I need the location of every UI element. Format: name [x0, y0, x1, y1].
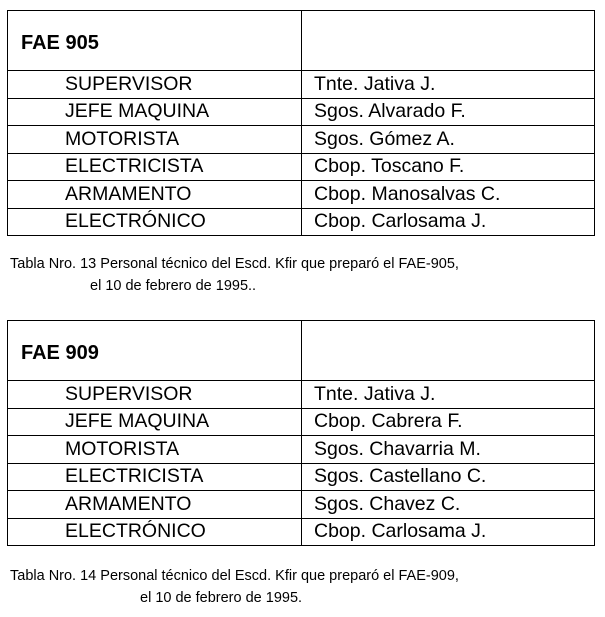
role-cell: SUPERVISOR: [8, 71, 302, 99]
empty-header-cell: [302, 11, 595, 71]
role-cell: SUPERVISOR: [8, 381, 302, 409]
role-cell: ARMAMENTO: [8, 181, 302, 209]
name-cell: Cbop. Manosalvas C.: [302, 181, 595, 209]
name-cell: Sgos. Gómez A.: [302, 126, 595, 154]
table-header-row: [8, 321, 595, 381]
role-cell: ELECTRÓNICO: [8, 518, 302, 546]
role-cell: MOTORISTA: [8, 126, 302, 154]
table-title: FAE 905: [8, 11, 302, 71]
table-caption: [10, 253, 459, 297]
role-cell: JEFE MAQUINA: [8, 408, 302, 436]
table-row: [8, 491, 595, 519]
name-cell: Cbop. Toscano F.: [302, 153, 595, 181]
caption-line: Tabla Nro. 13 Personal técnico del Escd. Kfir que preparó el FAE-905,: [10, 256, 459, 272]
name-cell: Sgos. Castellano C.: [302, 463, 595, 491]
name-cell: Tnte. Jativa J.: [302, 71, 595, 99]
table-row: [8, 71, 595, 99]
table-row: [8, 381, 595, 409]
name-cell: Tnte. Jativa J.: [302, 381, 595, 409]
name-cell: Sgos. Chavez C.: [302, 491, 595, 519]
name-cell: Cbop. Cabrera F.: [302, 408, 595, 436]
table-caption: [10, 565, 459, 609]
role-cell: JEFE MAQUINA: [8, 98, 302, 126]
role-cell: ARMAMENTO: [8, 491, 302, 519]
table-header-row: [8, 11, 595, 71]
table-row: [8, 208, 595, 236]
table-row: [8, 181, 595, 209]
table-row: [8, 126, 595, 154]
role-cell: ELECTRÓNICO: [8, 208, 302, 236]
role-cell: ELECTRICISTA: [8, 153, 302, 181]
table-row: [8, 463, 595, 491]
personnel-table-fae-905: [7, 10, 595, 236]
caption-line: Tabla Nro. 14 Personal técnico del Escd. Kfir que preparó el FAE-909,: [10, 568, 459, 584]
table-row: [8, 98, 595, 126]
name-cell: Sgos. Alvarado F.: [302, 98, 595, 126]
caption-line: el 10 de febrero de 1995.: [140, 590, 303, 606]
table-row: [8, 436, 595, 464]
name-cell: Sgos. Chavarria M.: [302, 436, 595, 464]
table-row: [8, 518, 595, 546]
role-cell: ELECTRICISTA: [8, 463, 302, 491]
personnel-table-fae-909: [7, 320, 595, 546]
name-cell: Cbop. Carlosama J.: [302, 208, 595, 236]
table-row: [8, 153, 595, 181]
table-title: FAE 909: [8, 321, 302, 381]
caption-line: el 10 de febrero de 1995..: [90, 278, 257, 294]
role-cell: MOTORISTA: [8, 436, 302, 464]
name-cell: Cbop. Carlosama J.: [302, 518, 595, 546]
empty-header-cell: [302, 321, 595, 381]
table-row: [8, 408, 595, 436]
